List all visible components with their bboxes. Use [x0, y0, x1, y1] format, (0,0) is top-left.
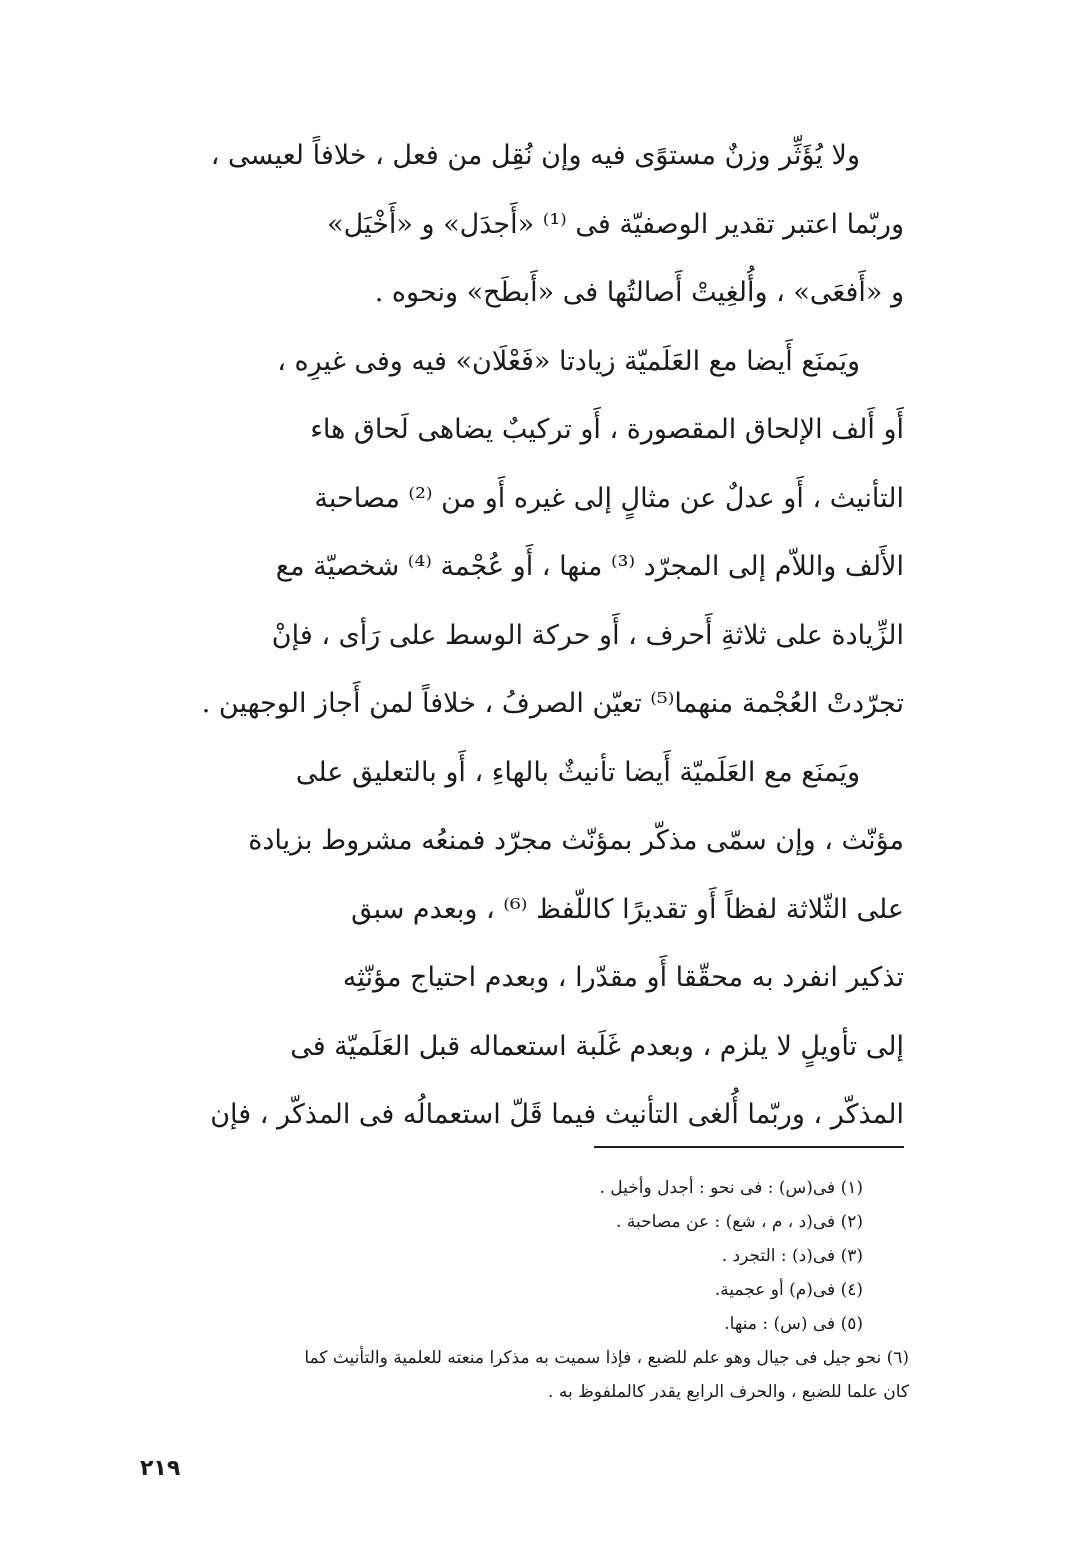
text-line: تذكير انفرد به محقّقا أَو مقدّرا ، وبعدم احتياج مؤنّثِه [342, 962, 904, 993]
footnote: (٤) فى(م) أو عجمية. [714, 1280, 863, 1300]
text-line: أَو أَلف الإلحاق المقصورة ، أَو تركيبٌ يضاهى لَحاق هاء [310, 414, 904, 445]
text-line: التأنيث ، أَو عدلٌ عن مثالٍ إلى غيره أَو من ⁽²⁾ مصاحبة [314, 482, 904, 514]
footnote: (١) فى(س) : فى نحو : أجدل وأخيل . [599, 1178, 863, 1198]
text-line: وربّما اعتبر تقدير الوصفيّة فى ⁽¹⁾ «أَجدَل» و «أَخْيَل» [327, 208, 904, 240]
footnote: (٥) فى (س) : منها. [724, 1314, 863, 1334]
footnote: (٣) فى(د) : التجرد . [721, 1246, 863, 1266]
footnotes [165, 1171, 909, 1409]
text-line: المذكّر ، وربّما أُلغى التأنيث فيما قَلّ استعمالُه فى المذكّر ، فإن [210, 1099, 904, 1130]
text-line: على الثّلاثة لفظاً أَو تقديرًا كاللّفظ ⁽⁶⁾ ، وبعدم سبق [351, 893, 904, 925]
page-number: ٢١٩ [140, 1456, 181, 1481]
text-line: إلى تأويلٍ لا يلزم ، وبعدم غَلَبة استعماله قبل العَلَميّة فى [290, 1030, 904, 1062]
footnote: (٦) نحو جيل فى جيال وهو علم للضبع ، فإذا سميت به مذكرا منعته للعلمية والتأنيث كما [304, 1348, 909, 1368]
text-line: ويَمنَع أَيضا مع العَلَميّة زيادتا «فَعْلَان» فيه وفى غيرِه ، [277, 345, 860, 377]
text-line: ويَمنَع مع العَلَميّة أَيضا تأنيثٌ بالهاءِ ، أَو بالتعليق على [295, 756, 860, 788]
text-line: تجرّدتْ العُجْمة منهما⁽⁵⁾ تعيّن الصرفُ ، خلافاً لمن أَجاز الوجهين . [201, 688, 904, 719]
footnote: (٢) فى(د ، م ، شع) : عن مصاحبة . [616, 1212, 863, 1232]
main-text [168, 122, 904, 1150]
text-line: مؤنّث ، وإن سمّى مذكّر بمؤنّث مجرّد فمنعُه مشروط بزيادة [248, 825, 904, 856]
footnote-continuation: كان علما للضبع ، والحرف الرابع يقدر كالملفوظ به . [548, 1382, 909, 1402]
footnote-divider [594, 1146, 904, 1148]
text-line: و «أَفعَى» ، وأُلغِيتْ أَصالتُها فى «أَبطَح» ونحوه . [374, 277, 904, 308]
text-line: الأَلف واللاّم إلى المجرّد ⁽³⁾ منها ، أَو عُجْمة ⁽⁴⁾ شخصيّة مع [275, 551, 904, 582]
text-line: الزِّيادة على ثلاثةِ أَحرف ، أَو حركة الوسط على رَأى ، فإنْ [271, 619, 904, 651]
text-line: ولا يُؤَثِّر وزنٌ مستوًى فيه وإن نُقِل من فعل ، خلافاً لعيسى ، [210, 140, 860, 171]
